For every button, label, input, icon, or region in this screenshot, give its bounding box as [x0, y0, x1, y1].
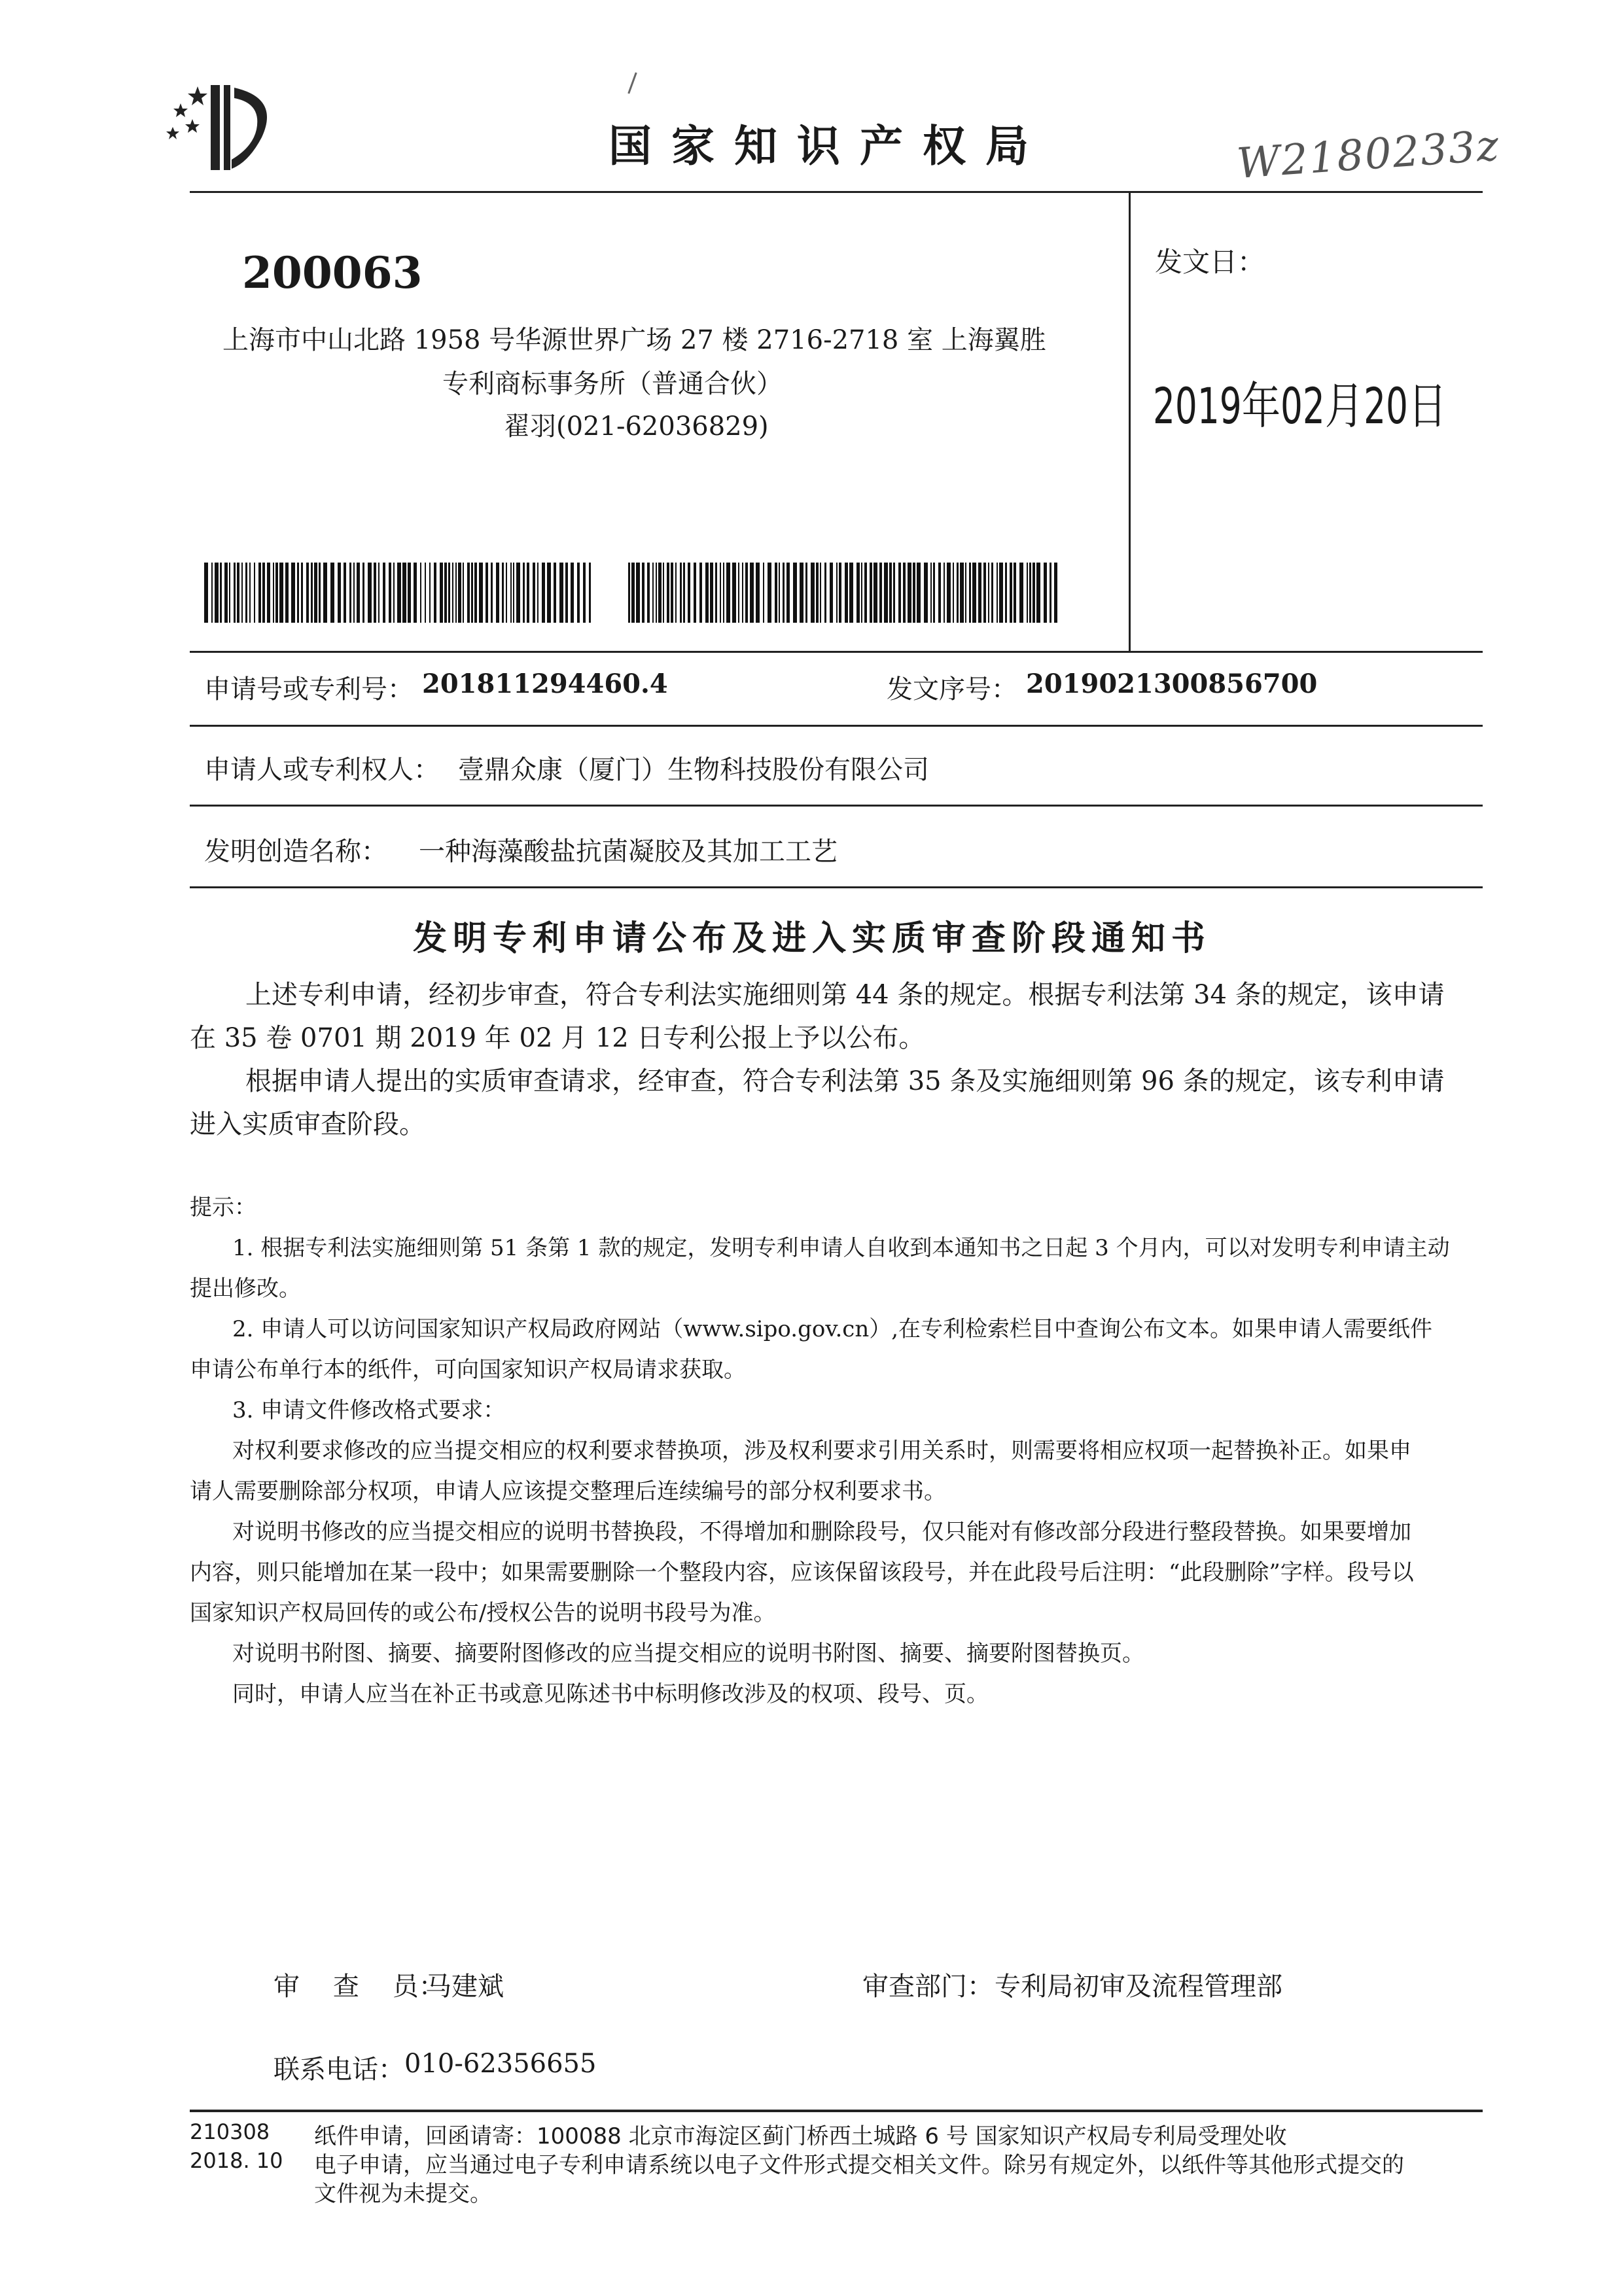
- barcode-bar: [220, 563, 222, 623]
- cnipa-logo: [164, 78, 281, 177]
- barcode-bar: [999, 563, 1003, 623]
- barcode-bar: [1005, 563, 1007, 623]
- barcode-bar: [414, 563, 417, 623]
- barcode-bar: [839, 563, 841, 623]
- barcode-bar: [420, 563, 421, 623]
- barcode-bar: [357, 563, 360, 623]
- barcode-bar: [301, 563, 303, 623]
- barcode-bar: [527, 563, 529, 623]
- barcode: [628, 563, 1060, 623]
- barcode-bar: [642, 563, 644, 623]
- barcode-bar: [455, 563, 457, 623]
- barcode-bar: [319, 563, 321, 623]
- dispatch-date: 2019年02月20日: [1153, 377, 1447, 435]
- barcode-bar: [913, 563, 915, 623]
- barcode-bar: [397, 563, 401, 623]
- barcode-bar: [211, 563, 213, 623]
- barcode-bar: [425, 563, 426, 623]
- barcode-bar: [383, 563, 385, 623]
- barcode-bar: [786, 563, 790, 623]
- barcode-bar: [836, 563, 838, 623]
- barcode-bar: [229, 563, 230, 623]
- barcode-bar: [738, 563, 739, 623]
- form-version: 2018. 10: [190, 2148, 283, 2173]
- address-line: 翟羽(021-62036829): [504, 411, 769, 442]
- barcode-bar: [745, 563, 748, 623]
- barcode-bar: [775, 563, 777, 623]
- department-label: 审查部门：: [862, 1972, 993, 2002]
- rule: [190, 805, 1483, 807]
- barcode-bar: [924, 563, 928, 623]
- applicant-label: 申请人或专利权人：: [204, 755, 440, 785]
- barcode-bar: [510, 563, 512, 623]
- tips-heading: 提示：: [190, 1194, 256, 1221]
- serial-number: 2019021300856700: [1026, 669, 1318, 699]
- barcode-bar: [258, 563, 261, 623]
- tip-item: 国家知识产权局回传的或公布/授权公告的说明书段号为准。: [190, 1600, 776, 1626]
- barcode-bar: [864, 563, 867, 623]
- barcode-bar: [408, 563, 411, 623]
- barcode-bar: [559, 563, 563, 623]
- barcode-bar: [944, 563, 945, 623]
- barcode-bar: [571, 563, 574, 623]
- invention-title-label: 发明创造名称：: [204, 837, 387, 867]
- department-name: 专利局初审及流程管理部: [995, 1972, 1282, 2002]
- tip-item: 提出修改。: [190, 1276, 301, 1302]
- tip-item: 3. 申请文件修改格式要求：: [232, 1397, 506, 1423]
- application-number: 201811294460.4: [422, 669, 668, 699]
- application-number-label: 申请号或专利号：: [204, 674, 414, 704]
- tip-item: 2. 申请人可以访问国家知识产权局政府网站（www.sipo.gov.cn）,在专利检索栏目中查询公布文本。如果申请人需要纸件: [232, 1316, 1433, 1342]
- dispatch-date-label: 发文日：: [1155, 246, 1265, 278]
- barcode-bar: [513, 563, 514, 623]
- address-line: 上海市中山北路 1958 号华源世界广场 27 楼 2716-2718 室 上海翼胜: [222, 325, 1046, 355]
- barcode-bar: [779, 563, 780, 623]
- examiner-label: 审 查 员：: [274, 1972, 445, 2002]
- tip-item: 对权利要求修改的应当提交相应的权利要求替换项，涉及权利要求引用关系时，则需要将相应权项一起替换补正。如果申: [232, 1438, 1411, 1464]
- barcode-bar: [577, 563, 580, 623]
- serial-number-label: 发文序号：: [887, 674, 1017, 704]
- barcode-bar: [720, 563, 721, 623]
- barcode-bar: [306, 563, 309, 623]
- barcode-bar: [1027, 563, 1028, 623]
- barcode-bar: [547, 563, 551, 623]
- barcode-bar: [378, 563, 380, 623]
- barcode-bar: [471, 563, 473, 623]
- barcode-bar: [502, 563, 504, 623]
- barcode-bar: [750, 563, 754, 623]
- barcode-bar: [330, 563, 334, 623]
- barcode-bar: [254, 563, 255, 623]
- barcode-bar: [983, 563, 986, 623]
- notice-paragraph: 根据申请人提出的实质审查请求，经审查，符合专利法第 35 条及实施细则第 96 条的规定，该专利申请: [245, 1066, 1445, 1096]
- barcode-bar: [879, 563, 882, 623]
- barcode-bar: [224, 563, 228, 623]
- barcode: [204, 563, 593, 623]
- barcode-bar: [402, 563, 406, 623]
- barcode-bar: [671, 563, 673, 623]
- barcode-bar: [297, 563, 299, 623]
- barcode-bar: [699, 563, 702, 623]
- barcode-bar: [652, 563, 654, 623]
- barcode-bar: [683, 563, 685, 623]
- rule: [190, 725, 1483, 727]
- barcode-bar: [947, 563, 951, 623]
- barcode-bar: [262, 563, 265, 623]
- barcode-bar: [763, 563, 764, 623]
- barcode-bar: [953, 563, 954, 623]
- tip-item: 内容，则只能增加在某一段中；如果需要删除一个整段内容，应该保留该段号，并在此段号后注明：“此段删除”字样。段号以: [190, 1559, 1414, 1586]
- barcode-bar: [768, 563, 771, 623]
- barcode-bar: [903, 563, 906, 623]
- barcode-bar: [368, 563, 372, 623]
- barcode-bar: [957, 563, 959, 623]
- footer-note: 文件视为未提交。: [314, 2181, 492, 2207]
- barcode-bar: [234, 563, 236, 623]
- barcode-bar: [362, 563, 364, 623]
- barcode-bar: [448, 563, 450, 623]
- barcode-bar: [820, 563, 821, 623]
- barcode-bar: [353, 563, 355, 623]
- barcode-bar: [1033, 563, 1035, 623]
- barcode-bar: [267, 563, 270, 623]
- barcode-bar: [723, 563, 724, 623]
- barcode-bar: [663, 563, 664, 623]
- barcode-bar: [338, 563, 341, 623]
- barcode-bar: [917, 563, 921, 623]
- barcode-bar: [874, 563, 877, 623]
- barcode-bar: [965, 563, 966, 623]
- barcode-bar: [389, 563, 391, 623]
- barcode-bar: [647, 563, 650, 623]
- barcode-bar: [440, 563, 443, 623]
- footer-rule: [190, 2110, 1483, 2112]
- barcode-bar: [811, 563, 815, 623]
- barcode-bar: [930, 563, 932, 623]
- barcode-bar: [1054, 563, 1057, 623]
- barcode-bar: [516, 563, 520, 623]
- barcode-bar: [291, 563, 295, 623]
- date-column-divider: [1129, 191, 1131, 651]
- notice-title: 发明专利申请公布及进入实质审查阶段通知书: [412, 919, 1211, 958]
- barcode-bar: [636, 563, 640, 623]
- applicant-name: 壹鼎众康（厦门）生物科技股份有限公司: [458, 755, 929, 785]
- barcode-bar: [537, 563, 538, 623]
- barcode-bar: [628, 563, 630, 623]
- barcode-bar: [793, 563, 797, 623]
- star-icon: [188, 86, 207, 105]
- barcode-bar: [565, 563, 568, 623]
- barcode-bar: [960, 563, 964, 623]
- barcode-bar: [452, 563, 453, 623]
- barcode-bar: [237, 563, 239, 623]
- barcode-bar: [463, 563, 464, 623]
- tip-item: 1. 根据专利法实施细则第 51 条第 1 款的规定，发明专利申请人自收到本通知书之日起 3 个月内，可以对发明专利申请主动: [232, 1235, 1450, 1261]
- tip-item: 同时，申请人应当在补正书或意见陈述书中标明修改涉及的权项、段号、页。: [232, 1681, 989, 1707]
- barcode-bar: [474, 563, 477, 623]
- barcode-bar: [861, 563, 862, 623]
- notice-paragraph: 在 35 卷 0701 期 2019 年 02 月 12 日专利公报上予以公布。: [190, 1023, 925, 1053]
- barcode-bar: [978, 563, 981, 623]
- barcode-bar: [972, 563, 976, 623]
- examiner-name: 马建斌: [425, 1972, 504, 2002]
- barcode-bar: [1036, 563, 1040, 623]
- barcode-bar: [215, 563, 219, 623]
- barcode-bar: [273, 563, 274, 623]
- barcode-bar: [344, 563, 346, 623]
- barcode-bar: [485, 563, 488, 623]
- barcode-bar: [732, 563, 736, 623]
- barcode-bar: [275, 563, 278, 623]
- barcode-bar: [285, 563, 289, 623]
- barcode-bar: [496, 563, 499, 623]
- phone-number: 010-62356655: [404, 2049, 597, 2079]
- barcode-bar: [479, 563, 483, 623]
- top-rule: [190, 191, 1483, 193]
- barcode-bar: [667, 563, 669, 623]
- address-line: 专利商标事务所（普通合伙）: [442, 369, 783, 399]
- rule: [190, 651, 1483, 653]
- barcode-bar: [908, 563, 911, 623]
- barcode-bar: [710, 563, 713, 623]
- barcode-bar: [434, 563, 436, 623]
- barcode-bar: [680, 563, 682, 623]
- barcode-bar: [870, 563, 872, 623]
- barcode-bar: [245, 563, 247, 623]
- barcode-bar: [1014, 563, 1016, 623]
- barcode-bar: [204, 563, 208, 623]
- barcode-bar: [241, 563, 243, 623]
- barcode-bar: [805, 563, 807, 623]
- barcode-bar: [726, 563, 730, 623]
- notice-paragraph: 上述专利申请，经初步审查，符合专利法实施细则第 44 条的规定。根据专利法第 34 条的规定，该申请: [245, 980, 1445, 1010]
- rule: [190, 886, 1483, 888]
- barcode-bar: [1044, 563, 1047, 623]
- barcode-bar: [694, 563, 696, 623]
- barcode-bar: [1050, 563, 1051, 623]
- barcode-bar: [491, 563, 493, 623]
- barcode-bar: [824, 563, 826, 623]
- barcode-bar: [856, 563, 860, 623]
- tip-item: 申请公布单行本的纸件，可向国家知识产权局请求获取。: [190, 1357, 746, 1383]
- postal-code: 200063: [242, 247, 423, 298]
- barcode-bar: [349, 563, 351, 623]
- barcode-bar: [830, 563, 833, 623]
- barcode-bar: [323, 563, 327, 623]
- barcode-bar: [249, 563, 251, 623]
- barcode-bar: [969, 563, 971, 623]
- barcode-bar: [705, 563, 709, 623]
- barcode-bar: [898, 563, 901, 623]
- tip-item: 对说明书附图、摘要、摘要附图修改的应当提交相应的说明书附图、摘要、摘要附图替换页。: [232, 1641, 1144, 1667]
- invention-title: 一种海藻酸盐抗菌凝胶及其加工工艺: [419, 837, 838, 867]
- barcode-bar: [444, 563, 447, 623]
- barcode-bar: [1019, 563, 1023, 623]
- barcode-bar: [314, 563, 317, 623]
- barcode-bar: [991, 563, 993, 623]
- barcode-bar: [933, 563, 935, 623]
- barcode-bar: [800, 563, 803, 623]
- footer-note: 纸件申请，回函请寄：100088 北京市海淀区蓟门桥西土城路 6 号 国家知识产权局专利局受理处收: [314, 2123, 1287, 2149]
- barcode-bar: [845, 563, 848, 623]
- barcode-bar: [429, 563, 431, 623]
- barcode-bar: [393, 563, 395, 623]
- barcode-bar: [533, 563, 535, 623]
- barcode-bar: [467, 563, 470, 623]
- barcode-bar: [656, 563, 657, 623]
- agency-name: 国家知识产权局: [609, 121, 1048, 171]
- barcode-bar: [542, 563, 545, 623]
- barcode-bar: [523, 563, 525, 623]
- barcode-bar: [849, 563, 853, 623]
- barcode-bar: [631, 563, 635, 623]
- form-code: 210308: [190, 2119, 270, 2144]
- barcode-bar: [1029, 563, 1031, 623]
- barcode-bar: [688, 563, 690, 623]
- barcode-bar: [458, 563, 461, 623]
- barcode-bar: [1010, 563, 1012, 623]
- star-icon: [166, 127, 179, 139]
- barcode-bar: [783, 563, 785, 623]
- barcode-bar: [742, 563, 743, 623]
- star-icon: [185, 119, 200, 133]
- footer-note: 电子申请，应当通过电子专利申请系统以电子文件形式提交相关文件。除另有规定外，以纸件等其他形式提交的: [314, 2152, 1404, 2178]
- star-icon: [173, 103, 188, 117]
- barcode-bar: [311, 563, 313, 623]
- barcode-bar: [279, 563, 283, 623]
- notice-paragraph: 进入实质审查阶段。: [190, 1109, 425, 1139]
- barcode-bar: [554, 563, 556, 623]
- barcode-bar: [988, 563, 989, 623]
- barcode-bar: [675, 563, 677, 623]
- barcode-bar: [889, 563, 892, 623]
- barcode-bar: [589, 563, 591, 623]
- barcode-bar: [938, 563, 941, 623]
- barcode-bar: [997, 563, 998, 623]
- barcode-bar: [583, 563, 586, 623]
- barcode-bar: [756, 563, 760, 623]
- pen-mark: [627, 73, 637, 94]
- barcode-bar: [816, 563, 819, 623]
- tip-item: 请人需要删除部分权项，申请人应该提交整理后连续编号的部分权利要求书。: [190, 1478, 946, 1505]
- tip-item: 对说明书修改的应当提交相应的说明书替换段，不得增加和删除段号，仅只能对有修改部分段进行整段替换。如果要增加: [232, 1519, 1411, 1545]
- barcode-bar: [715, 563, 717, 623]
- barcode-bar: [506, 563, 507, 623]
- barcode-bar: [658, 563, 662, 623]
- phone-label: 联系电话：: [274, 2055, 404, 2085]
- barcode-bar: [884, 563, 888, 623]
- barcode-bar: [374, 563, 376, 623]
- barcode-bar: [893, 563, 895, 623]
- handwritten-reference: W2180233z: [1235, 122, 1502, 188]
